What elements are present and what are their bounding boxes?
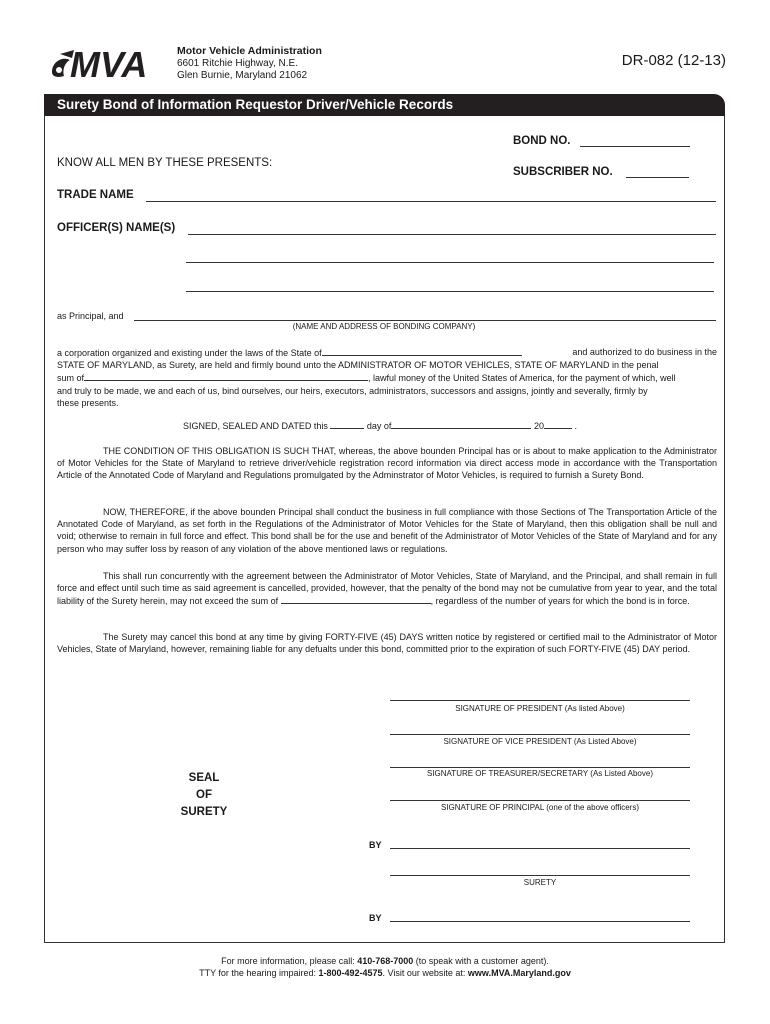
corp-line5: these presents. bbox=[57, 397, 119, 408]
officers-name-label: OFFICER(S) NAME(S) bbox=[57, 222, 176, 234]
footer-text-2b: . Visit our website at: bbox=[382, 968, 468, 978]
concurrent-text-a: This shall run concurrently with the agreement between the Administrator of Motor Vehicles, State of Maryland, and the Principal, and shall remain in full force and effect until such time as said agreement is cancelled, provided, however, that the penalty of the bond may not be cumulative from year to year, and the total liability of the Surety herein, may not exceed the sum of bbox=[57, 571, 717, 607]
agency-name: Motor Vehicle Administration bbox=[177, 45, 322, 57]
state-field[interactable] bbox=[322, 346, 522, 356]
day-field[interactable] bbox=[330, 419, 364, 429]
condition-paragraph: THE CONDITION OF THIS OBLIGATION IS SUCH THAT, whereas, the above bounden Principal has or is about to make application to the Administrator of Motor Vehicles for the State of Maryland to retrieve driver/vehicle registration record information via direct access mode in accordance with the Transportation Article of the Annotated Code of Maryland and Regulations promulgated by the Adminstrator of Motor Vehicles, is required to furnish a Surety Bond. bbox=[57, 446, 717, 481]
seal-of-surety bbox=[164, 770, 244, 821]
as-principal-text: as Principal, and bbox=[57, 311, 124, 321]
signed-text-b: day of bbox=[366, 421, 392, 431]
bond-no-label: BOND NO. bbox=[513, 135, 571, 147]
footer-phone: 410-768-7000 bbox=[357, 956, 414, 966]
concurrent-text-b: , regardless of the number of years for which the bond is in force. bbox=[430, 596, 690, 607]
footer-tty: 1-800-492-4575 bbox=[318, 968, 383, 978]
cancel-paragraph: The Surety may cancel this bond at any time by giving FORTY-FIVE (45) DAYS written notice by registered or certified mail to the Administrator of Motor Vehicles, State of Maryland, however, remaining liable for any defualts under this bond, committed prior to the expiration of such FORTY-FIVE (45) DAY period. bbox=[57, 632, 717, 655]
agency-block bbox=[177, 45, 322, 83]
president-signature-label: SIGNATURE OF PRESIDENT (As listed Above) bbox=[455, 704, 625, 713]
signed-text-d: . bbox=[574, 421, 577, 431]
seal-line1: SEAL bbox=[188, 772, 220, 784]
corp-line3-a: sum of bbox=[57, 373, 85, 384]
penal-sum-field[interactable] bbox=[84, 371, 368, 381]
mva-logo bbox=[48, 42, 173, 84]
agency-address-line2: Glen Burnie, Maryland 21062 bbox=[177, 70, 308, 81]
footer bbox=[0, 955, 770, 979]
logo-text: MVA bbox=[70, 44, 148, 84]
month-field[interactable] bbox=[391, 419, 531, 429]
corp-line1-a: a corporation organized and existing under the laws of the State of bbox=[57, 348, 322, 358]
subscriber-no-field[interactable] bbox=[626, 177, 689, 178]
seal-line2: OF bbox=[196, 789, 212, 801]
footer-text-2a: TTY for the hearing impaired: bbox=[199, 968, 319, 978]
treasurer-signature-line[interactable] bbox=[390, 767, 690, 768]
agency-address-line1: 6601 Ritchie Highway, N.E. bbox=[177, 57, 298, 69]
seal-line3: SURETY bbox=[180, 806, 228, 818]
total-liability-field[interactable] bbox=[281, 594, 431, 604]
corp-line2: STATE OF MARYLAND, as Surety, are held and firmly bound unto the ADMINISTRATOR OF MOTOR VEHICLES, STATE OF MARYLAND in the penal bbox=[57, 360, 659, 371]
corporation-paragraph bbox=[57, 346, 717, 409]
president-signature-line[interactable] bbox=[390, 700, 690, 701]
officers-name-field-1[interactable] bbox=[188, 234, 716, 235]
subscriber-no-label: SUBSCRIBER NO. bbox=[513, 166, 613, 178]
by-label-1: BY bbox=[369, 840, 382, 850]
footer-website-link[interactable]: www.MVA.Maryland.gov bbox=[467, 968, 571, 978]
corp-line3-b: , lawful money of the United States of America, for the payment of which, well bbox=[368, 373, 676, 384]
vice-president-signature-line[interactable] bbox=[390, 734, 690, 735]
concurrent-paragraph bbox=[57, 570, 717, 608]
corp-line1-b: and authorized to do business in the bbox=[572, 347, 717, 357]
now-therefore-paragraph: NOW, THEREFORE, if the above bounden Principal shall conduct the business in full compliance with those Sections of The Transportation Article of the Annotated Code of Maryland, as set forth in the Regulations of the Administrator of Motor Vehicles for the State of Maryland, then this obligation shall be null and void; otherwise to remain in full force and effect. This bond shall be for the use and benefit of the Administrator of Motor Vehicles of the State of Maryland and for any person who may suffer loss by reason of any violation of the above mentioned laws or regulations. bbox=[57, 507, 717, 554]
year-field[interactable] bbox=[544, 419, 572, 429]
signed-text-a: SIGNED, SEALED AND DATED this bbox=[183, 421, 328, 431]
surety-label: SURETY bbox=[523, 878, 557, 887]
trade-name-field[interactable] bbox=[146, 201, 716, 202]
by-label-2: BY bbox=[369, 913, 382, 923]
surety-line[interactable] bbox=[390, 875, 690, 876]
form-number: DR-082 (12-13) bbox=[621, 52, 726, 69]
signed-sealed-line bbox=[183, 419, 577, 431]
bond-no-field[interactable] bbox=[580, 146, 690, 147]
footer-text-1a: For more information, please call: bbox=[221, 956, 358, 966]
principal-signature-label: SIGNATURE OF PRINCIPAL (one of the above officers) bbox=[441, 803, 639, 812]
officers-name-field-2[interactable] bbox=[186, 262, 714, 263]
corp-line4: and truly to be made, we and each of us, bind ourselves, our heirs, executors, administrators, successors and assigns, jointly and severally, firmly by bbox=[57, 385, 648, 396]
form-title: Surety Bond of Information Requestor Driver/Vehicle Records bbox=[44, 94, 725, 116]
signed-text-c: 20 bbox=[533, 421, 544, 431]
trade-name-label: TRADE NAME bbox=[57, 189, 134, 201]
bonding-company-field[interactable] bbox=[134, 320, 716, 321]
vice-president-signature-label: SIGNATURE OF VICE PRESIDENT (As Listed Above) bbox=[443, 737, 637, 746]
by-signature-line-1[interactable] bbox=[390, 848, 690, 849]
bonding-company-caption: (NAME AND ADDRESS OF BONDING COMPANY) bbox=[292, 322, 476, 331]
know-all-men-text: KNOW ALL MEN BY THESE PRESENTS: bbox=[57, 157, 273, 169]
principal-signature-line[interactable] bbox=[390, 800, 690, 801]
treasurer-signature-label: SIGNATURE OF TREASURER/SECRETARY (As Listed Above) bbox=[427, 769, 653, 778]
officers-name-field-3[interactable] bbox=[186, 291, 714, 292]
footer-text-1b: (to speak with a customer agent). bbox=[413, 956, 549, 966]
by-signature-line-2[interactable] bbox=[390, 921, 690, 922]
